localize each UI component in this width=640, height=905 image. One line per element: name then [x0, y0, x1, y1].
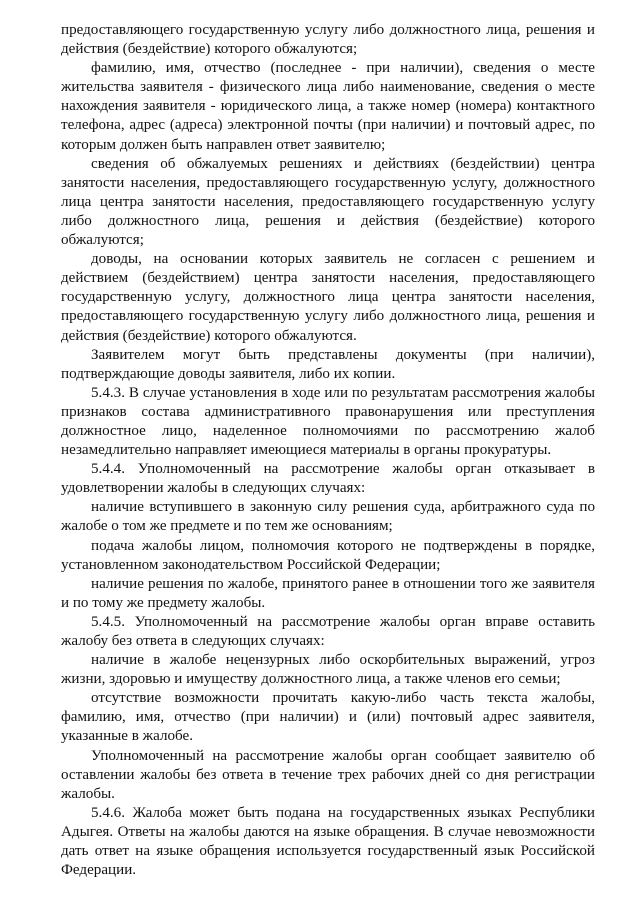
continuation-paragraph: предоставляющего государственную услугу либо должностного лица, решения и действия (бездействие) которого обжалуются; [61, 22, 595, 58]
paragraph-prior-decision: наличие решения по жалобе, принятого ранее в отношении того же заявителя и по тому же предмету жалобы. [61, 575, 595, 611]
paragraph-unreadable-text: отсутствие возможности прочитать какую-либо часть текста жалобы, фамилию, имя, отчество (при наличии) и (или) почтовый адрес заявителя, указанные в жалобе. [61, 690, 595, 745]
paragraph-arguments: доводы, на основании которых заявитель не согласен с решением и действием (бездействием) центра занятости населения, предоставляющего государственную услугу, должностного лица центра занятости населения, предоставляющего государственную услугу либо должностного лица, решения и действия (бездействие) которого обжалуются. [61, 251, 595, 344]
paragraph-5-4-6: 5.4.6. Жалоба может быть подана на государственных языках Республики Адыгея. Ответы на жалобы даются на языке обращения. В случае невозможности дать ответ на языке обращения используется государственный язык Российской Федерации. [61, 804, 595, 879]
paragraph-unconfirmed-authority: подача жалобы лицом, полномочия которого не подтверждены в порядке, установленном законодательством Российской Федерации; [61, 537, 595, 573]
paragraph-no-answer-notice: Уполномоченный на рассмотрение жалобы орган сообщает заявителю об оставлении жалобы без ответа в течение трех рабочих дней со дня регистрации жалобы. [61, 747, 595, 802]
paragraph-supporting-documents: Заявителем могут быть представлены документы (при наличии), подтверждающие доводы заявителя, либо их копии. [61, 346, 595, 382]
paragraph-5-4-3: 5.4.3. В случае установления в ходе или по результатам рассмотрения жалобы признаков состава административного правонарушения или преступления должностное лицо, наделенное полномочиями по рассмотрению жалоб незамедлительно направляет имеющиеся материалы в органы прокуратуры. [61, 384, 595, 459]
paragraph-court-decision: наличие вступившего в законную силу решения суда, арбитражного суда по жалобе о том же предмете и по тем же основаниям; [61, 499, 595, 535]
paragraph-obscene-language: наличие в жалобе нецензурных либо оскорбительных выражений, угроз жизни, здоровью и имуществу должностного лица, а также членов его семьи; [61, 652, 595, 688]
paragraph-appealed-decisions: сведения об обжалуемых решениях и действиях (бездействии) центра занятости населения, предоставляющего государственную услугу, должностного лица центра занятости населения, предоставляющего государственную услугу либо должностного лица, решения и действия (бездействие) которого обжалуются; [61, 155, 595, 249]
document-page [61, 21, 595, 880]
paragraph-5-4-4: 5.4.4. Уполномоченный на рассмотрение жалобы орган отказывает в удовлетворении жалобы в следующих случаях: [61, 461, 595, 497]
paragraph-applicant-name: фамилию, имя, отчество (последнее - при наличии), сведения о месте жительства заявителя - физического лица либо наименование, сведения о месте нахождения заявителя - юридического лица, а также номер (номера) контактного телефона, адрес (адреса) электронной почты (при наличии) и почтовый адрес, по которым должен быть направлен ответ заявителю; [61, 60, 595, 153]
paragraph-5-4-5: 5.4.5. Уполномоченный на рассмотрение жалобы орган вправе оставить жалобу без ответа в следующих случаях: [61, 613, 595, 649]
